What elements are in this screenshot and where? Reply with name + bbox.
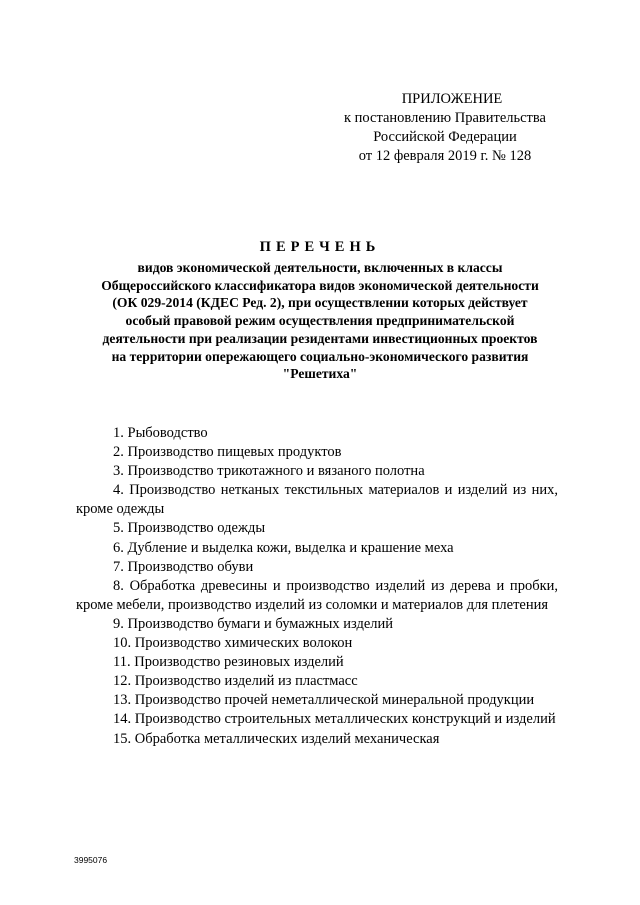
list-item-number: 9. bbox=[113, 615, 124, 632]
list-item-text: Производство нетканых текстильных материалов и изделий из них, кроме одежды bbox=[76, 482, 559, 518]
list-item-number: 11. bbox=[113, 654, 131, 671]
list-item-number: 2. bbox=[113, 444, 124, 461]
list-item-number: 4. bbox=[113, 482, 124, 499]
document-title: ПЕРЕЧЕНЬ bbox=[259, 239, 381, 255]
list-item-text: Производство строительных металлических конструкций и изделий bbox=[134, 711, 556, 728]
list-item-text: Производство химических волокон bbox=[134, 635, 353, 652]
list-item-number: 10. bbox=[113, 635, 132, 652]
subtitle-line: (ОК 029-2014 (КДЕС Ред. 2), при осуществлении которых действует bbox=[112, 295, 528, 311]
subtitle-line: Общероссийского классификатора видов экономической деятельности bbox=[101, 277, 539, 293]
list-item bbox=[76, 539, 558, 558]
list-item-number: 3. bbox=[113, 463, 124, 480]
list-item-text: Дубление и выделка кожи, выделка и крашение меха bbox=[127, 539, 454, 556]
list-item-text: Производство резиновых изделий bbox=[134, 654, 344, 671]
list-item-text: Производство изделий из пластмасс bbox=[134, 673, 358, 690]
subtitle-line: видов экономической деятельности, включенных в классы bbox=[137, 260, 503, 275]
list-item bbox=[76, 653, 558, 672]
list-item bbox=[76, 462, 558, 481]
list-item-number: 5. bbox=[113, 520, 124, 537]
list-item-number: 8. bbox=[113, 577, 124, 594]
subtitle-line: особый правовой режим осуществления предпринимательской bbox=[125, 313, 515, 329]
list-item-number: 15. bbox=[113, 730, 132, 747]
document-id-number: 3995076 bbox=[74, 855, 108, 865]
appendix-label: ПРИЛОЖЕНИЕ bbox=[401, 91, 503, 107]
list-item-text: Производство бумаги и бумажных изделий bbox=[127, 615, 394, 632]
appendix-date-number-line: от 12 февраля 2019 г. № 128 bbox=[358, 148, 532, 164]
list-item-text: Производство трикотажного и вязаного полотна bbox=[127, 463, 425, 480]
subtitle-line: на территории опережающего социально-экономического развития bbox=[111, 348, 529, 364]
list-item bbox=[76, 615, 558, 634]
document-subtitle bbox=[60, 259, 580, 383]
list-item-number: 13. bbox=[113, 692, 132, 709]
list-item-number: 1. bbox=[113, 425, 124, 441]
list-item bbox=[76, 558, 558, 577]
list-item bbox=[76, 577, 558, 615]
list-item bbox=[76, 424, 558, 443]
list-item-text: Обработка металлических изделий механическая bbox=[134, 730, 440, 747]
list-item-text: Рыбоводство bbox=[127, 425, 208, 441]
list-item bbox=[76, 634, 558, 653]
list-item-text: Производство пищевых продуктов bbox=[127, 444, 342, 461]
list-item bbox=[76, 730, 558, 749]
list-item-number: 12. bbox=[113, 673, 132, 690]
list-item bbox=[76, 481, 558, 519]
list-item-text: Обработка древесины и производство изделий из дерева и пробки, кроме мебели, производство изделий из соломки и материалов для плетения bbox=[76, 577, 558, 613]
subtitle-line: "Решетиха" bbox=[282, 366, 358, 382]
list-item-text: Производство обуви bbox=[127, 558, 254, 575]
activity-list bbox=[76, 424, 558, 749]
subtitle-line: деятельности при реализации резидентами инвестиционных проектов bbox=[102, 330, 538, 346]
list-item-number: 14. bbox=[113, 711, 132, 728]
list-item bbox=[76, 691, 558, 710]
appendix-header bbox=[330, 90, 560, 166]
appendix-government-line: Российской Федерации bbox=[373, 129, 517, 145]
list-item-text: Производство прочей неметаллической минеральной продукции bbox=[134, 692, 535, 709]
list-item bbox=[76, 519, 558, 538]
list-item-number: 7. bbox=[113, 558, 124, 575]
list-item bbox=[76, 443, 558, 462]
list-item-number: 6. bbox=[113, 539, 124, 556]
list-item bbox=[76, 672, 558, 691]
list-item bbox=[76, 710, 558, 729]
appendix-resolution-line: к постановлению Правительства bbox=[344, 110, 546, 126]
list-item-text: Производство одежды bbox=[127, 520, 266, 537]
